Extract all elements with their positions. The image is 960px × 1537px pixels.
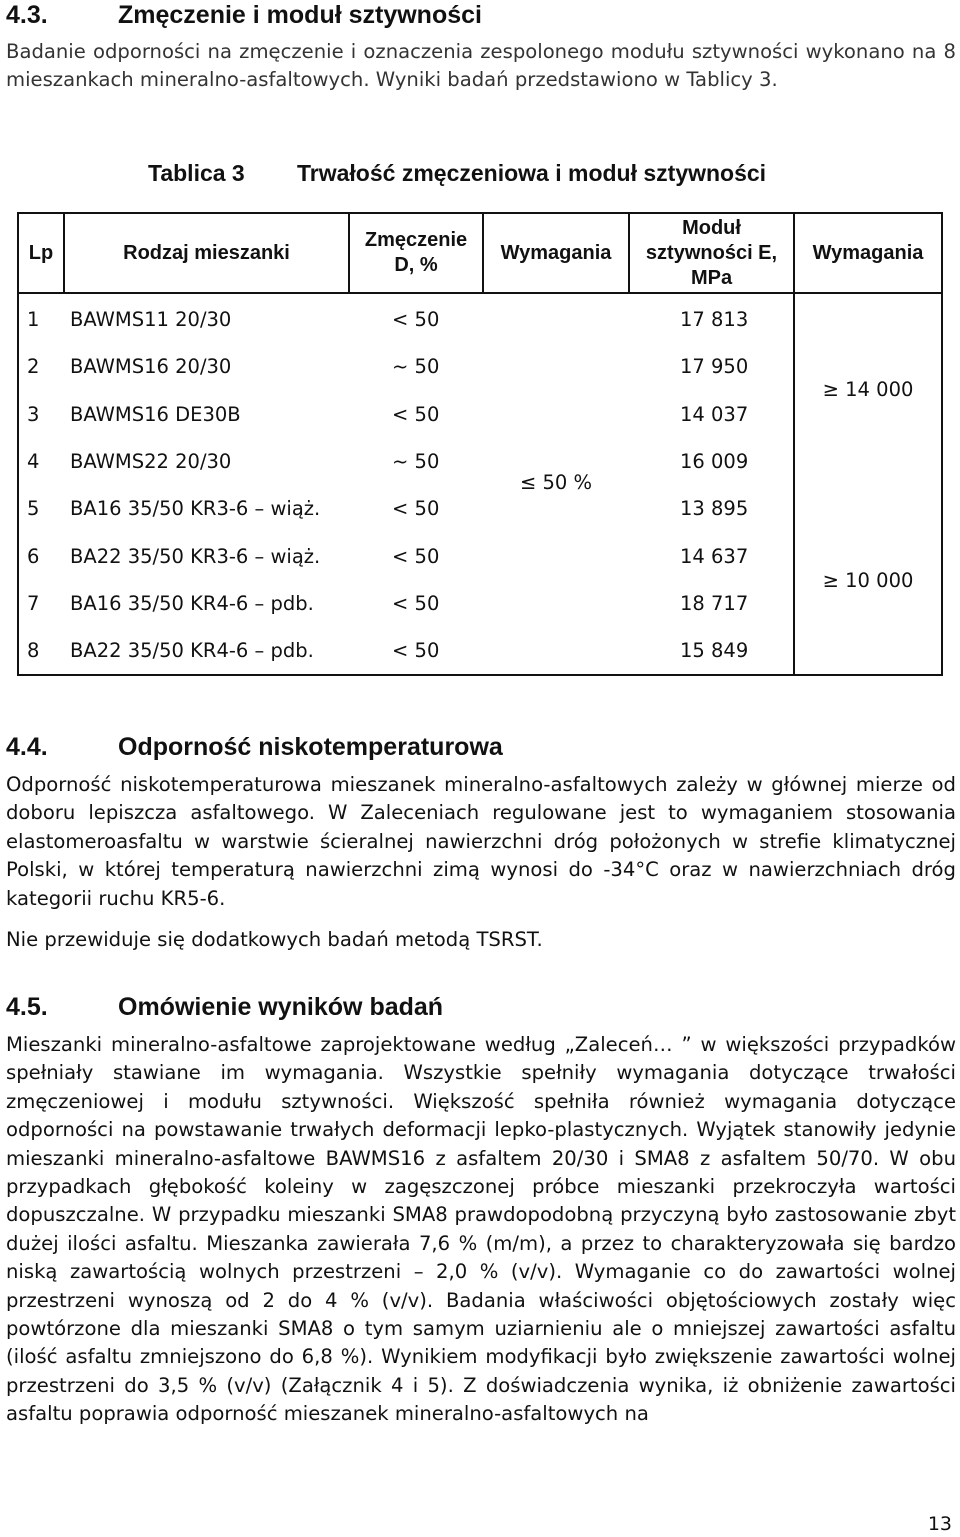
- modulus-requirement-low: ≥ 10 000: [822, 568, 914, 592]
- cell-lp: 3: [27, 402, 40, 426]
- cell-modulus: 14 037: [680, 402, 749, 426]
- cell-mix: BA22 35/50 KR4-6 – pdb.: [70, 638, 314, 662]
- section-number: 4.5.: [6, 993, 48, 1021]
- fatigue-requirement: ≤ 50 %: [519, 470, 593, 494]
- cell-mix: BAWMS16 20/30: [70, 354, 232, 378]
- cell-fatigue: < 50: [392, 544, 440, 568]
- cell-fatigue: < 50: [392, 638, 440, 662]
- cell-lp: 4: [27, 449, 40, 473]
- cell-mix: BAWMS22 20/30: [70, 449, 232, 473]
- modulus-requirement-high: ≥ 14 000: [822, 377, 914, 401]
- cell-modulus: 16 009: [680, 449, 749, 473]
- cell-fatigue: ~ 50: [392, 449, 440, 473]
- cell-mix: BA22 35/50 KR3-6 – wiąż.: [70, 544, 321, 568]
- cell-fatigue: < 50: [392, 402, 440, 426]
- cell-lp: 2: [27, 354, 40, 378]
- cell-fatigue: ~ 50: [392, 354, 440, 378]
- section-number: 4.3.: [6, 1, 48, 29]
- section-number: 4.4.: [6, 733, 48, 761]
- section-title: Omówienie wyników badań: [118, 993, 444, 1021]
- cell-mix: BAWMS16 DE30B: [70, 402, 241, 426]
- section-heading-4-3: [6, 1, 482, 30]
- table-label: Tablica 3: [148, 160, 245, 186]
- table-border: [941, 212, 943, 676]
- fatigue-stiffness-table: [17, 212, 943, 676]
- header-fatigue-requirement: Wymagania: [500, 241, 612, 264]
- section-title: Odporność niskotemperaturowa: [118, 733, 503, 761]
- cell-modulus: 18 717: [680, 591, 749, 615]
- header-modulus: Moduł sztywności E, MPa: [645, 216, 778, 289]
- cell-modulus: 14 637: [680, 544, 749, 568]
- cell-fatigue: < 50: [392, 496, 440, 520]
- paragraph: Nie przewiduje się dodatkowych badań metodą TSRST.: [6, 928, 543, 951]
- header-mix-type: Rodzaj mieszanki: [123, 241, 290, 264]
- table-caption: Trwałość zmęczeniowa i moduł sztywności: [297, 160, 767, 186]
- cell-modulus: 17 813: [680, 307, 749, 331]
- header-fatigue: Zmęczenie D, %: [364, 229, 468, 276]
- section-title: Zmęczenie i moduł sztywności: [118, 1, 482, 29]
- paragraph: Odporność niskotemperaturowa mieszanek mineralno-asfaltowych zależy w głównej mierze od doboru lepiszcza asfaltowego. W Zaleceniach regulowane jest to wymaganiem stosowania elastomeroasfaltu w warstwie ścieralnej nawierzchni dróg położonych w strefie klimatycznej Polski, w której temperaturą nawierzchni zimą wynosi do -34°C oraz w nawierzchniach dróg kategorii ruchu KR5-6.: [6, 773, 956, 910]
- cell-modulus: 17 950: [680, 354, 749, 378]
- section-heading-4-5: [6, 993, 443, 1022]
- cell-fatigue: < 50: [392, 307, 440, 331]
- table-header-rule: [17, 292, 943, 294]
- cell-mix: BAWMS11 20/30: [70, 307, 232, 331]
- cell-lp: 7: [27, 591, 40, 615]
- cell-mix: BA16 35/50 KR3-6 – wiąż.: [70, 496, 321, 520]
- paragraph: Badanie odporności na zmęczenie i oznaczenia zespolonego modułu sztywności wykonano na 8 mieszankach mineralno-asfaltowych. Wyniki badań przedstawiono w Tablicy 3.: [6, 40, 956, 92]
- paragraph: Mieszanki mineralno-asfaltowe zaprojektowane według „Zaleceń… ” w większości przypadków spełniały stawiane im wymagania. Wszystkie spełniły wymagania dotyczące trwałości zmęczeniowej i modułu sztywności. Większość spełniła również wymagania dotyczące odporności na powstawanie trwałych deformacji lepko-plastycznych. Wyjątek stanowiły jedynie mieszanki mineralno-asfaltowe BAWMS16 z asfaltem 20/30 i SMA8 z asfaltem 50/70. W obu przypadkach głębokość koleiny w zagęszczonej próbce mieszanki przekroczyła wartości dopuszczalne. W przypadku mieszanki SMA8 prawdopodobną przyczyną było zastosowanie zbyt dużej ilości asfaltu. Mieszanka zawierała 7,6 % (m/m), a przez to charakteryzowała się bardzo niską zawartością wolnych przestrzeni – 2,0 % (v/v). Wymaganie co do zawartości wolnej przestrzeni wynoszą od 2 do 4 % (v/v). Badania właściwości objętościowych zostały więc powtórzone dla mieszanki SMA8 o tym samym uziarnieniu ale o mniejszej zawartości asfaltu (ilość asfaltu zmniejszono do 6,8 %). Wynikiem modyfikacji było zwiększenie zawartości wolnej przestrzeni do 3,5 % (v/v) (Załącznik 4 i 5). Z doświadczenia wynika, iż obniżenie zawartości asfaltu poprawia odporność mieszanek mineralno-asfaltowych na: [6, 1033, 956, 1426]
- cell-lp: 6: [27, 544, 40, 568]
- cell-mix: BA16 35/50 KR4-6 – pdb.: [70, 591, 314, 615]
- header-lp: Lp: [28, 241, 54, 264]
- header-modulus-requirement: Wymagania: [812, 241, 924, 264]
- cell-fatigue: < 50: [392, 591, 440, 615]
- cell-lp: 1: [27, 307, 40, 331]
- cell-modulus: 13 895: [680, 496, 749, 520]
- section-heading-4-4: [6, 733, 503, 762]
- cell-modulus: 15 849: [680, 638, 749, 662]
- page-number: 13: [927, 1513, 952, 1535]
- cell-lp: 5: [27, 496, 40, 520]
- table-border: [17, 674, 943, 676]
- cell-lp: 8: [27, 638, 40, 662]
